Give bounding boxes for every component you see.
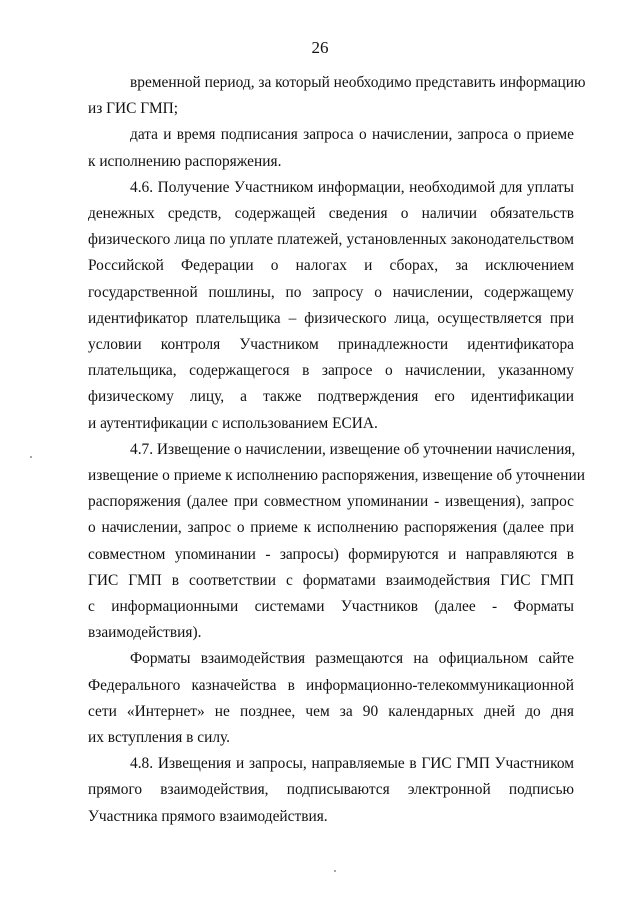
text-line: совместном упоминании - запросы) формируются и направляются в [88,545,574,563]
text-line: 4.8. Извещения и запросы, направляемые в ГИС ГМП Участником [130,755,574,773]
paragraph [88,751,574,830]
text-line: денежных средств, содержащей сведения о наличии обязательств [88,205,574,223]
text-line: Федерального казначейства в информационно-телекоммуникационной [88,676,574,694]
text-line: ГИС ГМП в соответствии с форматами взаимодействия ГИС ГМП [88,571,574,589]
text-line: плательщика, содержащегося в запросе о начислении, указанному [88,362,574,380]
text-line: дата и время подписания запроса о начислении, запроса о приеме [130,126,574,144]
paragraph [88,646,574,751]
text-line: извещение о приеме к исполнению распоряжения, извещение об уточнении [88,467,585,485]
paragraph [88,175,574,437]
text-line: 4.7. Извещение о начислении, извещение об уточнении начисления, [130,440,576,458]
text-line: к исполнению распоряжения. [88,152,282,170]
text-line: распоряжения (далее при совместном упоминании - извещения), запрос [88,493,574,511]
paragraph [88,122,574,174]
text-line: из ГИС ГМП; [88,100,179,118]
text-line: сети «Интернет» не позднее, чем за 90 календарных дней до дня [88,702,574,720]
document-body [88,70,586,830]
text-line: идентификатор плательщика – физического лица, осуществляется при [88,309,574,327]
text-line: их вступления в силу. [88,729,231,747]
text-line: о начислении, запрос о приеме к исполнению распоряжения (далее при [88,519,574,537]
text-line: 4.6. Получение Участником информации, необходимой для уплаты [130,178,574,196]
text-line: физическому лицу, а также подтверждения его идентификации [88,388,574,406]
text-line: условии контроля Участником принадлежности идентификатора [88,336,574,354]
text-line: с информационными системами Участников (далее - Форматы [88,598,574,616]
scan-speck [30,456,32,458]
text-line: временной период, за который необходимо представить информацию [130,74,586,91]
text-line: Российской Федерации о налогах и сборах, за исключением [88,257,574,275]
text-line: физического лица по уплате платежей, установленных законодательством [88,231,574,249]
paragraph [88,70,586,122]
text-line: Участника прямого взаимодействия. [88,807,328,825]
text-line: государственной пошлины, по запросу о начислении, содержащему [88,283,574,301]
text-line: и аутентификации с использованием ЕСИА. [88,414,378,432]
text-line: прямого взаимодействия, подписываются электронной подписью [88,781,574,799]
scan-speck [334,870,336,872]
text-line: взаимодействия). [88,624,202,642]
text-line: Форматы взаимодействия размещаются на официальном сайте [130,650,574,668]
page-number: 26 [311,38,329,57]
paragraph [88,437,585,647]
